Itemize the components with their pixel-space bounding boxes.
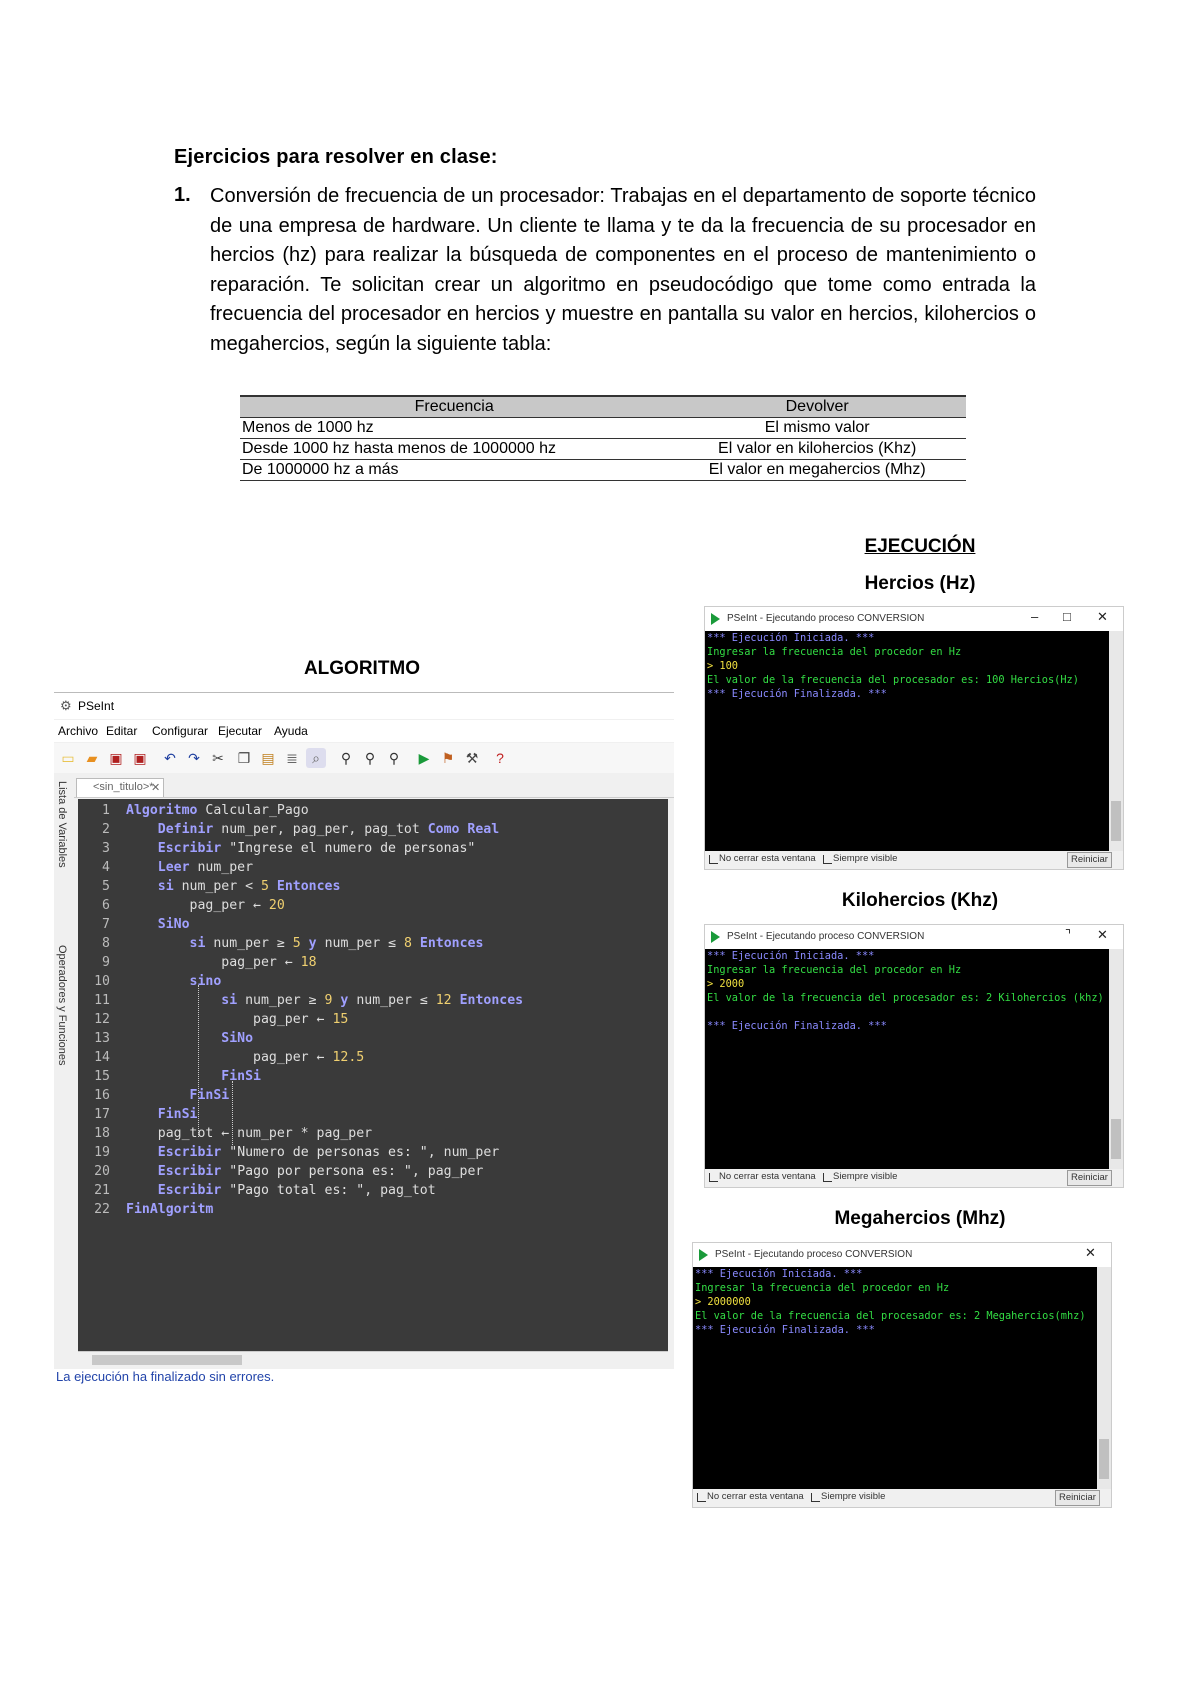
hz-title: Hercios (Hz) — [864, 573, 976, 594]
exercise-text: Conversión de frecuencia de un procesador: Trabajas en el departamento de soporte técnico de una empresa de hardware. Un cliente te llama y te da la frecuencia de su procesador en hercios (hz) para realizar la búsqueda de componentes en el proceso de mantenimiento o reparación. Te solicitan crear un algoritmo en pseudocódigo que tome como entrada la frecuencia del procesador en hercios y muestre en pantalla su valor en hercios, kilohercios o megahercios, según la siguiente tabla: — [210, 185, 1036, 355]
ejecucion-title: EJECUCIÓN — [864, 536, 976, 557]
console-footer — [693, 1489, 1111, 1507]
always-visible-label: Siempre visible — [833, 1171, 898, 1182]
ide-title: PSeInt — [78, 699, 115, 713]
menu-ejecutar[interactable]: Ejecutar — [218, 724, 263, 738]
always-visible-checkbox[interactable] — [823, 1173, 832, 1182]
step-icon[interactable]: ⚑ — [441, 750, 455, 766]
console-output — [705, 631, 1109, 851]
no-close-label: No cerrar esta ventana — [719, 1171, 816, 1182]
console-line: > 2000 — [707, 978, 745, 990]
code-line: 6 pag_per ← 20 — [102, 898, 285, 913]
console-line: *** Ejecución Iniciada. *** — [707, 632, 875, 644]
code-line: 14 pag_per ← 12.5 — [94, 1050, 365, 1065]
ide-titlebar — [54, 693, 674, 719]
restart-button[interactable]: Reiniciar — [1067, 1170, 1112, 1186]
code-line: 11 si num_per ≥ 9 y num_per ≤ 12 Entonces — [94, 993, 524, 1008]
scroll-thumb[interactable] — [1111, 1119, 1121, 1159]
console-window-mhz — [692, 1242, 1112, 1508]
console-titlebar — [705, 925, 1123, 949]
no-close-label: No cerrar esta ventana — [719, 853, 816, 864]
play-icon — [699, 1249, 708, 1261]
undo-icon[interactable]: ↶ — [164, 750, 176, 766]
console-title: PSeInt - Ejecutando proceso CONVERSION — [715, 1249, 913, 1260]
console-line: Ingresar la frecuencia del procedor en Hz — [707, 964, 962, 976]
find-icon[interactable]: ⌕ — [306, 748, 326, 768]
console-line: *** Ejecución Finalizada. *** — [695, 1324, 875, 1336]
pseint-ide-window — [54, 692, 674, 1385]
code-line: 20 Escribir "Pago por persona es: ", pag_per — [94, 1164, 484, 1179]
console-window-hz — [704, 606, 1124, 870]
restart-button[interactable]: Reiniciar — [1055, 1490, 1100, 1506]
ide-tabbar — [74, 777, 674, 798]
code-line: 19 Escribir "Numero de personas es: ", num_per — [94, 1145, 500, 1160]
scroll-thumb[interactable] — [92, 1355, 242, 1365]
code-line: 3 Escribir "Ingrese el numero de personas" — [102, 841, 476, 856]
heading: Ejercicios para resolver en clase: — [174, 146, 498, 168]
redo-icon[interactable]: ↷ — [188, 750, 200, 766]
code-line: 1 Algoritmo Calcular_Pago — [102, 803, 309, 818]
console-footer — [705, 1169, 1123, 1187]
table-row — [240, 460, 966, 481]
table-row — [240, 418, 966, 439]
copy-icon[interactable]: ❐ — [237, 750, 251, 766]
save-icon[interactable]: ▣ — [109, 750, 123, 766]
menu-ayuda[interactable]: Ayuda — [274, 724, 308, 738]
horizontal-scrollbar[interactable] — [78, 1351, 668, 1368]
ide-toolbar — [54, 743, 674, 773]
console-line: El valor de la frecuencia del procesador es: 2 Kilohercios (khz) — [707, 992, 1104, 1004]
scroll-thumb[interactable] — [1111, 801, 1121, 841]
code-line: 8 si num_per ≥ 5 y num_per ≤ 8 Entonces — [102, 936, 484, 951]
run-icon[interactable]: ▶ — [418, 750, 430, 766]
code-line: 4 Leer num_per — [102, 860, 254, 875]
always-visible-label: Siempre visible — [821, 1491, 886, 1502]
code-line: 2 Definir num_per, pag_per, pag_tot Como Real — [102, 822, 500, 837]
search-icon[interactable]: ⚲ — [340, 750, 352, 766]
variables-list-tab[interactable]: Lista de Variables — [56, 781, 68, 868]
operators-tab[interactable]: Operadores y Funciones — [56, 945, 68, 1066]
table-header: Devolver — [668, 396, 966, 418]
debug-icon[interactable]: ⚒ — [465, 750, 479, 766]
code-line: 5 si num_per < 5 Entonces — [102, 879, 341, 894]
ide-status: La ejecución ha finalizado sin errores. — [54, 1369, 676, 1385]
khz-title: Kilohercios (Khz) — [841, 890, 999, 911]
frequency-table — [240, 395, 966, 481]
scroll-thumb[interactable] — [1099, 1439, 1109, 1479]
vertical-scrollbar[interactable] — [1109, 631, 1123, 851]
code-line: 9 pag_per ← 18 — [102, 955, 317, 970]
table-cell: El valor en megahercios (Mhz) — [668, 460, 966, 481]
console-titlebar — [693, 1243, 1111, 1267]
code-line: 17 FinSi — [94, 1107, 198, 1122]
close-icon[interactable]: ✕ — [1097, 609, 1108, 624]
no-close-checkbox[interactable] — [697, 1493, 706, 1502]
cut-icon[interactable]: ✂ — [212, 750, 224, 766]
restart-button[interactable]: Reiniciar — [1067, 852, 1112, 868]
table-cell: El valor en kilohercios (Khz) — [668, 439, 966, 460]
code-line: 12 pag_per ← 15 — [94, 1012, 349, 1027]
console-output — [705, 949, 1109, 1169]
algoritmo-title: ALGORITMO — [303, 658, 421, 679]
table-cell: El mismo valor — [668, 418, 966, 439]
table-header: Frecuencia — [240, 396, 668, 418]
ide-side-panel — [54, 775, 74, 1325]
play-icon — [711, 613, 720, 625]
console-line — [705, 1005, 1109, 1019]
console-line: > 100 — [707, 660, 738, 672]
console-line: Ingresar la frecuencia del procedor en Hz — [707, 646, 962, 658]
always-visible-checkbox[interactable] — [811, 1493, 820, 1502]
save-as-icon[interactable]: ▣ — [133, 750, 147, 766]
code-line: 22 FinAlgoritm — [94, 1202, 214, 1217]
code-line: 15 FinSi — [94, 1069, 261, 1084]
menu-configurar[interactable]: Configurar — [152, 724, 209, 738]
gear-icon: ⚙ — [60, 698, 72, 713]
table-row — [240, 439, 966, 460]
table-cell: Desde 1000 hz hasta menos de 1000000 hz — [240, 439, 668, 460]
paste-icon[interactable]: ▤ — [261, 750, 275, 766]
menu-editar[interactable]: Editar — [106, 724, 138, 738]
vertical-scrollbar[interactable] — [1097, 1267, 1111, 1489]
new-file-icon[interactable]: ▭ — [61, 750, 75, 766]
no-close-checkbox[interactable] — [709, 1173, 718, 1182]
console-line: > 2000000 — [695, 1296, 751, 1308]
code-line: 7 SiNo — [102, 917, 190, 932]
console-line: Ingresar la frecuencia del procedor en Hz — [695, 1282, 950, 1294]
play-icon — [711, 931, 720, 943]
console-line: El valor de la frecuencia del procesador es: 100 Hercios(Hz) — [707, 674, 1079, 686]
replace-icon[interactable]: ⚲ — [388, 750, 400, 766]
editor-tab[interactable] — [76, 778, 164, 797]
maximize-icon[interactable]: □ — [1063, 609, 1071, 624]
always-visible-checkbox[interactable] — [823, 855, 832, 864]
code-editor[interactable] — [78, 799, 668, 1351]
code-line: 16 FinSi — [94, 1088, 230, 1103]
code-line: 10 sino — [94, 974, 222, 989]
close-icon[interactable]: ✕ — [151, 782, 161, 794]
table-cell: De 1000000 hz a más — [240, 460, 668, 481]
open-folder-icon[interactable]: ▰ — [86, 750, 98, 766]
vertical-scrollbar[interactable] — [1109, 949, 1123, 1169]
console-footer — [705, 851, 1123, 869]
maximize-icon[interactable]: ⌝ — [1065, 927, 1072, 942]
no-close-checkbox[interactable] — [709, 855, 718, 864]
console-line: *** Ejecución Iniciada. *** — [695, 1268, 863, 1280]
close-icon[interactable]: ✕ — [1085, 1245, 1096, 1260]
code-line: 13 SiNo — [94, 1031, 254, 1046]
close-icon[interactable]: ✕ — [1097, 927, 1108, 942]
console-line: El valor de la frecuencia del procesador es: 2 Megahercios(mhz) — [695, 1310, 1086, 1322]
code-line: 21 Escribir "Pago total es: ", pag_tot — [94, 1183, 436, 1198]
console-title: PSeInt - Ejecutando proceso CONVERSION — [727, 931, 925, 942]
help-icon[interactable]: ? — [496, 750, 504, 766]
minimize-icon[interactable]: – — [1031, 609, 1039, 624]
search-next-icon[interactable]: ⚲ — [364, 750, 376, 766]
console-line: *** Ejecución Finalizada. *** — [707, 688, 887, 700]
console-titlebar — [705, 607, 1123, 631]
table-header-row — [240, 396, 966, 418]
menu-archivo[interactable]: Archivo — [58, 724, 99, 738]
always-visible-label: Siempre visible — [833, 853, 898, 864]
ide-menubar — [54, 720, 674, 742]
console-window-khz — [704, 924, 1124, 1188]
exercise-number: 1. — [174, 184, 191, 206]
console-line: *** Ejecución Iniciada. *** — [707, 950, 875, 962]
console-output — [693, 1267, 1097, 1489]
table-cell: Menos de 1000 hz — [240, 418, 668, 439]
console-line: *** Ejecución Finalizada. *** — [707, 1020, 887, 1032]
no-close-label: No cerrar esta ventana — [707, 1491, 804, 1502]
indent-icon[interactable]: ≣ — [286, 750, 298, 766]
mhz-title: Megahercios (Mhz) — [834, 1208, 1006, 1229]
code-line: 18 pag_tot ← num_per * pag_per — [94, 1126, 373, 1141]
editor-tab-label: <sin_titulo>* — [93, 781, 154, 793]
console-title: PSeInt - Ejecutando proceso CONVERSION — [727, 613, 925, 624]
